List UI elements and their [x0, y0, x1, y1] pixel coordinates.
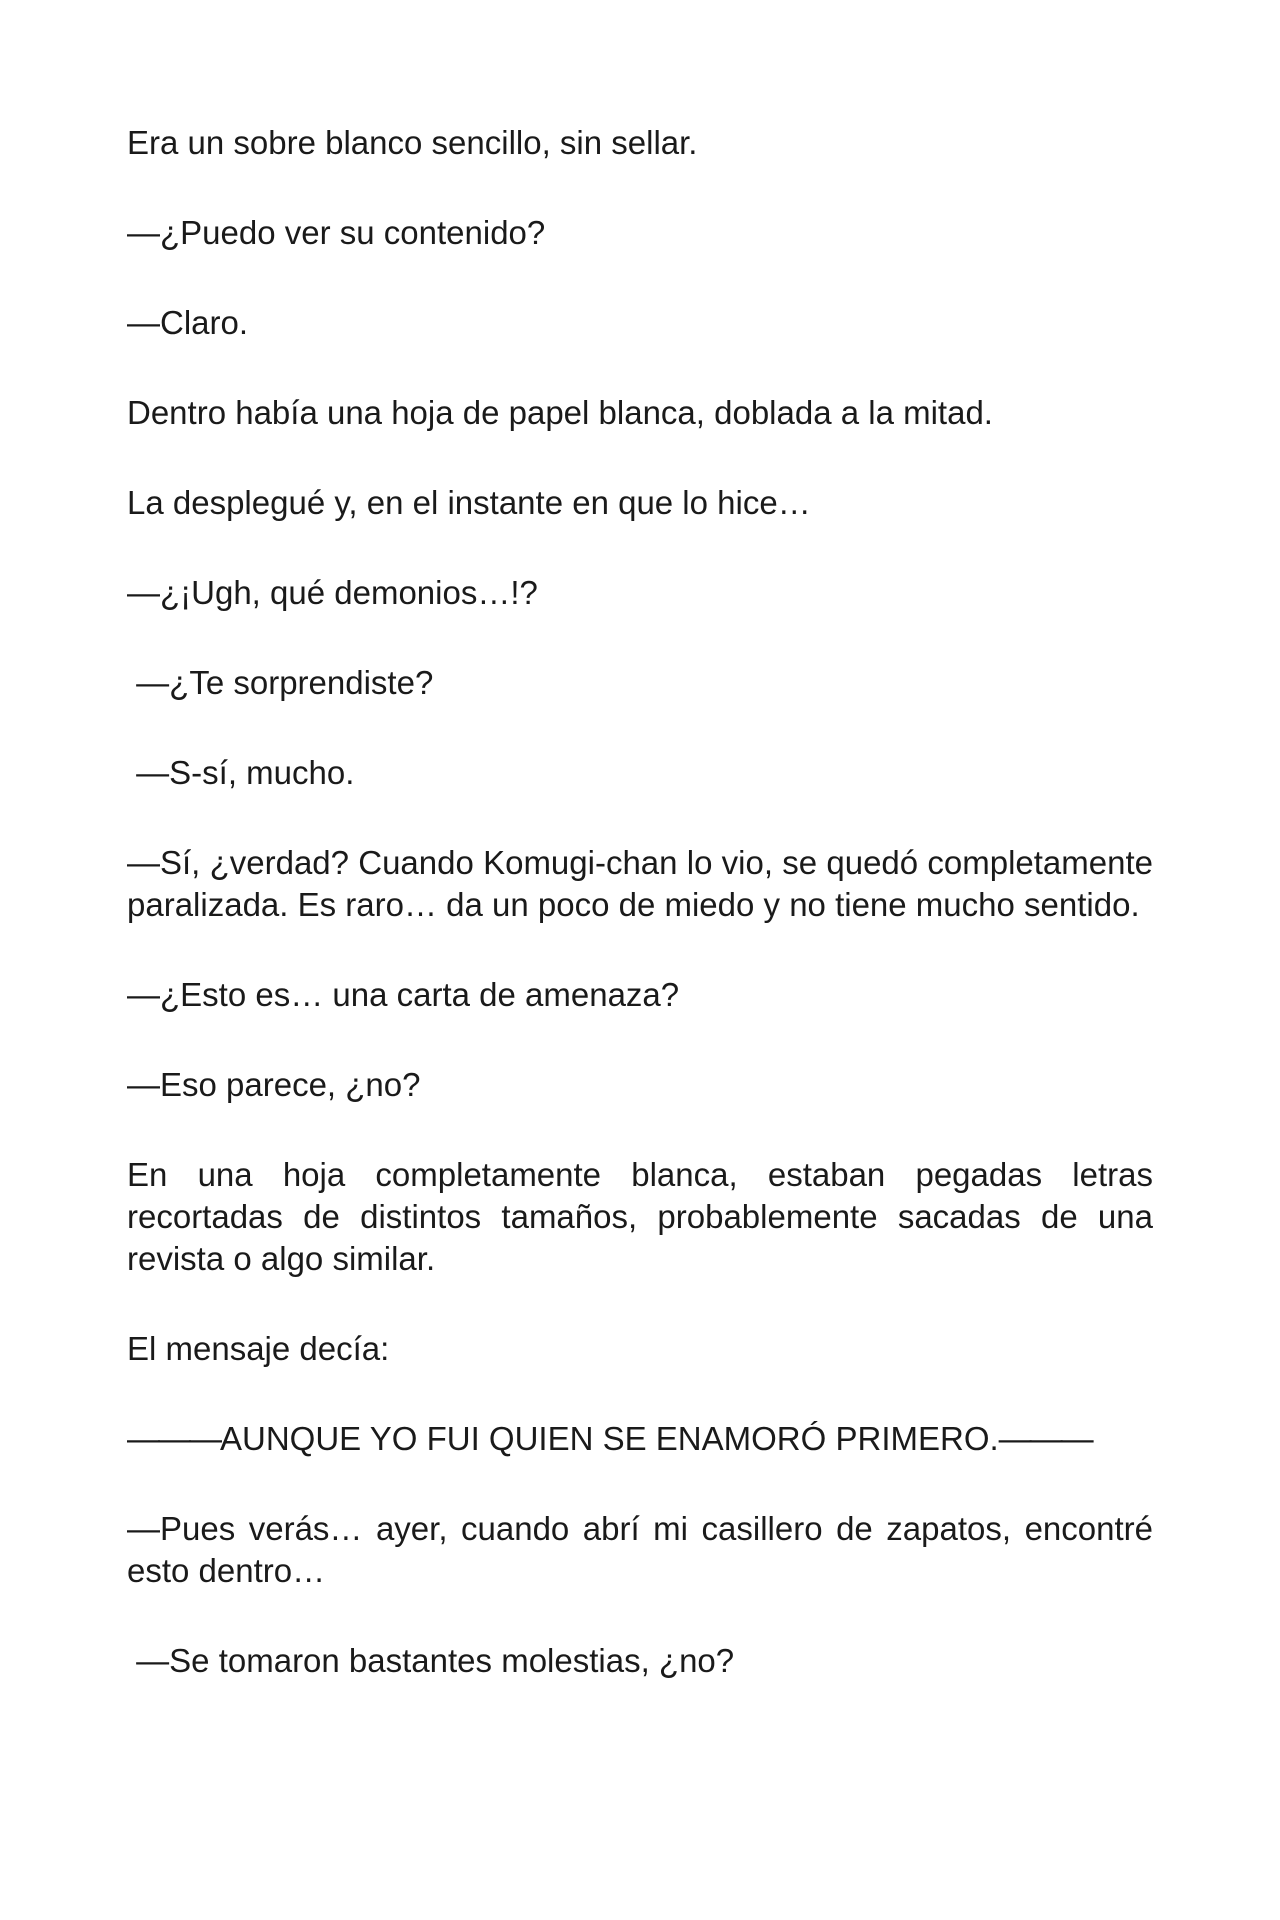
- dash-rule-right: ———: [998, 1420, 1092, 1457]
- dialogue-paragraph: —¿Esto es… una carta de amenaza?: [127, 976, 680, 1013]
- dialogue-paragraph: —Claro.: [127, 304, 249, 341]
- dialogue-paragraph: —¿Te sorprendiste?: [127, 664, 434, 701]
- dialogue-paragraph: —S-sí, mucho.: [127, 754, 355, 791]
- novel-paragraph: Era un sobre blanco sencillo, sin sellar.: [127, 124, 698, 161]
- novel-paragraph: Dentro había una hoja de papel blanca, doblada a la mitad.: [127, 394, 993, 431]
- dialogue-paragraph: —Se tomaron bastantes molestias, ¿no?: [127, 1642, 735, 1679]
- dialogue-paragraph: —Eso parece, ¿no?: [127, 1066, 421, 1103]
- dialogue-paragraph: —¿Puedo ver su contenido?: [127, 214, 546, 251]
- novel-paragraph: En una hoja completamente blanca, estaban pegadas letras recortadas de distintos tamaños, probablemente sacadas de una revista o algo similar.: [127, 1156, 1153, 1277]
- dialogue-paragraph: —Pues verás… ayer, cuando abrí mi casillero de zapatos, encontré esto dentro…: [127, 1510, 1153, 1589]
- dash-rule-left: ———: [127, 1420, 220, 1457]
- novel-paragraph: El mensaje decía:: [127, 1330, 390, 1367]
- dialogue-paragraph: —Sí, ¿verdad? Cuando Komugi-chan lo vio, se quedó completamente paralizada. Es raro… da un poco de miedo y no tiene mucho sentido.: [127, 844, 1153, 923]
- dialogue-paragraph: —¿¡Ugh, qué demonios…!?: [127, 574, 538, 611]
- threat-letter-message: [127, 1418, 1153, 1460]
- novel-paragraph: La desplegué y, en el instante en que lo hice…: [127, 484, 811, 521]
- threat-letter-text: AUNQUE YO FUI QUIEN SE ENAMORÓ PRIMERO.: [220, 1420, 999, 1457]
